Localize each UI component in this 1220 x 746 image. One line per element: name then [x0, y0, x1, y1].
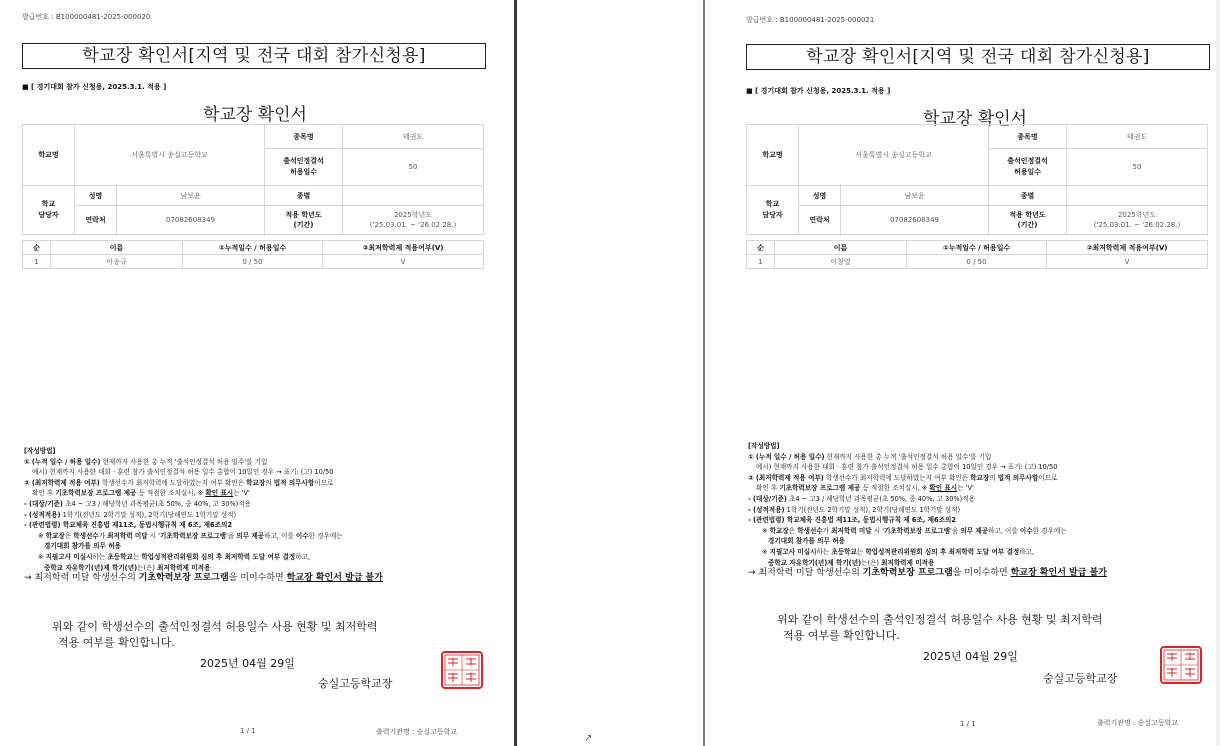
application-note: ■ [ 경기대회 참가 신청용, 2025.3.1. 적용 ] — [746, 87, 891, 95]
resize-corner-icon[interactable]: ↗ — [584, 733, 593, 744]
allowed-days-value: 50 — [343, 149, 484, 186]
instruction-2-particle: 의 — [265, 478, 274, 487]
related-law: - (관련법령) 학교체육 진흥법 제11조, 동법시행규칙 제 6조, 제6조의2 — [24, 521, 232, 530]
col-header-name: 이름 — [51, 241, 183, 255]
col-header-min-academic: ②최저학력제 적용여부(V) — [323, 241, 484, 255]
staff-header: 학교 담당자 — [23, 186, 75, 235]
col-header-name: 이름 — [775, 241, 907, 255]
issue-number: 발급번호 : B100000481-2025-000021 — [746, 16, 875, 24]
instruction-2-duty: 법적 의무사항 — [997, 473, 1039, 482]
writing-instructions — [24, 446, 504, 584]
criteria-text: 초4 ~ 고3 / 해당학년 과목평균(초 50%, 중 40%, 고 30%)적용 — [786, 494, 975, 503]
instruction-1-text: 현재까지 사용한 총 누적 '출석인정결석 허용 일수'를 기입 — [824, 452, 992, 461]
viewer-gutter — [517, 0, 703, 746]
warning-program: 기초학력보장 프로그램 — [138, 573, 229, 584]
instruction-1-label: ① (누적 일수 / 허용 일수) — [24, 457, 101, 466]
grade-label: - (성적적용) — [748, 505, 785, 514]
grade-label: - (성적적용) — [24, 510, 61, 519]
staff-name-header: 성명 — [799, 186, 841, 206]
school-name-value: 서울특별시 송실고등학교 — [799, 125, 989, 186]
instruction-2b-mark: 확인 표시 — [205, 489, 234, 498]
student-name: 이창열 — [775, 255, 907, 269]
note-1-p1: 은 — [788, 526, 798, 535]
warning-p2: 을 미이수하면 — [952, 568, 1011, 579]
page-number: 1 / 1 — [240, 727, 256, 735]
note-1-p2: 가 — [98, 531, 108, 540]
warning-program: 기초학력보장 프로그램 — [862, 568, 953, 579]
instruction-2-text: 학생선수가 최저학력에 도달하였는지 여부 확인은 — [823, 473, 971, 482]
grade-text: 1학기(전년도 2학기말 성적), 2학기(당해연도 1학기말 성적) — [60, 510, 237, 519]
warning-p2: 을 미이수하면 — [228, 573, 287, 584]
staff-name-value: 남보윤 — [841, 186, 989, 206]
instruction-1-example: 예시) 현재까지 사용한 대회 · 훈련 참가 출석인정결석 허용 일수 총합이 10일인 경우 → 표기: (고) 10/50 — [32, 468, 334, 477]
student-table-header — [747, 241, 1208, 255]
warning-p1: → 최저학력 미달 학생선수의 — [24, 573, 139, 584]
student-days: 0 / 50 — [183, 255, 323, 269]
criteria-label: - (대상/기준) — [24, 499, 63, 508]
note-2-p3: 하고, — [295, 552, 311, 561]
instruction-2b-mark: 확인 표시 — [929, 484, 958, 493]
allowed-days-value: 50 — [1067, 149, 1208, 186]
note-1-p4: '을 — [226, 531, 237, 540]
note-2-p1: 하는 — [92, 552, 108, 561]
category-header: 종별 — [265, 186, 343, 206]
contact-value: 07082608349 — [117, 206, 265, 235]
note-1-p3: 시 ' — [871, 526, 885, 535]
category-value — [1067, 186, 1208, 206]
note-2-p4: 는(은) — [861, 558, 882, 567]
event-header: 종목명 — [265, 125, 343, 149]
confirmation-text — [777, 612, 1103, 644]
note-1-below: 최저학력 미달 — [107, 531, 148, 540]
output-organization: 출력기관명 : 숭실고등학교 — [376, 728, 458, 736]
issue-number: 발급번호 : B100000481-2025-000020 — [22, 13, 151, 21]
instruction-2-principal: 학교장 — [970, 473, 990, 482]
table-row — [747, 255, 1208, 269]
event-header: 종목명 — [989, 125, 1067, 149]
student-min-academic: V — [1047, 255, 1208, 269]
instruction-2-principal: 학교장 — [246, 478, 266, 487]
school-year-header: 적용 학년도 (기간) — [265, 206, 343, 235]
note-2-notapply: 최저학력제 미적용 — [881, 558, 935, 567]
note-1-p1: 은 — [64, 531, 74, 540]
student-table — [746, 240, 1208, 269]
document-title: 학교장 확인서[지역 및 전국 대회 참가신청용] — [22, 43, 486, 69]
note-1-principal: 학교장 — [769, 526, 789, 535]
note-1-principal: 학교장 — [45, 531, 65, 540]
grade-text: 1학기(전년도 2학기말 성적), 2학기(당해연도 1학기말 성적) — [784, 505, 961, 514]
col-header-no: 순 — [747, 241, 775, 255]
event-value: 태권도 — [1067, 125, 1208, 149]
instruction-2b-program: 기초학력보장 프로그램 제공 — [779, 484, 861, 493]
note-1-p3: 시 ' — [147, 531, 161, 540]
event-value: 태권도 — [343, 125, 484, 149]
school-name-header: 학교명 — [747, 125, 799, 186]
note-1-program: 기초학력보장 프로그램 — [884, 526, 951, 535]
note-1-p6: 한 경우에는 — [1032, 526, 1067, 535]
student-table-header — [23, 241, 484, 255]
note-1-below: 최저학력 미달 — [831, 526, 872, 535]
note-2-middle: 중학교 자유학기(년)제 학기(년) — [768, 558, 862, 567]
note-1-program: 기초학력보장 프로그램 — [160, 531, 227, 540]
note-1-allow: 경기대회 참가를 의무 허용 — [768, 537, 845, 546]
note-2-committee: 학업성적관리위원회 심의 후 최저학력 도달 여부 결정 — [141, 552, 296, 561]
student-no: 1 — [23, 255, 51, 269]
instruction-1-example: 예시) 현재까지 사용한 대회 · 훈련 참가 출석인정결석 허용 일수 총합이 10일인 경우 → 표기: (고) 10/50 — [756, 463, 1058, 472]
instruction-2b-text: 확인 후 — [32, 489, 56, 498]
application-note: ■ [ 경기대회 참가 신청용, 2025.3.1. 적용 ] — [22, 83, 167, 91]
instruction-1-label: ① (누적 일수 / 허용 일수) — [748, 452, 825, 461]
note-1-student: 학생선수 — [73, 531, 99, 540]
document-page-right — [705, 0, 1220, 746]
related-law: - (관련법령) 학교체육 진흥법 제11조, 동법시행규칙 제 6조, 제6조의2 — [748, 516, 956, 525]
confirmation-line-2: 적용 여부를 확인합니다. — [58, 636, 175, 649]
instruction-2b-text: 확인 후 — [756, 484, 780, 493]
warning-p1: → 최저학력 미달 학생선수의 — [748, 568, 863, 579]
warning-no-issue: 학교장 확인서 발급 불가 — [286, 573, 383, 584]
note-1-student: 학생선수 — [797, 526, 823, 535]
col-header-no: 순 — [23, 241, 51, 255]
student-min-academic: V — [323, 255, 484, 269]
col-header-min-academic: ②최저학력제 적용여부(V) — [1047, 241, 1208, 255]
instruction-2-label: ② (최저학력제 적용 여부) — [748, 473, 824, 482]
note-2-noexam: 지필고사 미실시 — [769, 547, 817, 556]
student-no: 1 — [747, 255, 775, 269]
instruction-1-text: 현재까지 사용한 총 누적 '출석인정결석 허용 일수'를 기입 — [100, 457, 268, 466]
note-1-duty: 의무 제공 — [960, 526, 989, 535]
document-title: 학교장 확인서[지역 및 전국 대회 참가신청용] — [746, 44, 1210, 70]
school-name-value: 서울특별시 송실고등학교 — [75, 125, 265, 186]
note-1-p5: 하고, 이를 — [264, 531, 296, 540]
table-row — [23, 255, 484, 269]
col-header-days: ①누적일수 / 허용일수 — [907, 241, 1047, 255]
note-2-elementary: 초등학교 — [107, 552, 133, 561]
note-2-p2: 는 — [132, 552, 142, 561]
instruction-2-label: ② (최저학력제 적용 여부) — [24, 478, 100, 487]
instruction-2-text: 학생선수가 최저학력에 도달하였는지 여부 확인은 — [99, 478, 247, 487]
page-number: 1 / 1 — [960, 720, 976, 728]
document-subtitle: 학교장 확인서 — [923, 109, 1027, 129]
category-value — [343, 186, 484, 206]
note-2-elementary: 초등학교 — [831, 547, 857, 556]
school-year-header: 적용 학년도 (기간) — [989, 206, 1067, 235]
note-2-middle: 중학교 자유학기(년)제 학기(년) — [44, 563, 138, 572]
criteria-text: 초4 ~ 고3 / 해당학년 과목평균(초 50%, 중 40%, 고 30%)적용 — [62, 499, 251, 508]
scrollbar[interactable] — [1216, 0, 1220, 746]
school-info-table — [22, 124, 484, 235]
official-seal — [440, 650, 484, 690]
note-2-p3: 하고, — [1019, 547, 1035, 556]
col-header-days: ①누적일수 / 허용일수 — [183, 241, 323, 255]
warning-no-issue: 학교장 확인서 발급 불가 — [1010, 568, 1107, 579]
writing-instructions — [748, 441, 1220, 579]
note-2-p1: 하는 — [816, 547, 832, 556]
principal-name: 숭실고등학교장 — [1043, 672, 1118, 685]
student-table — [22, 240, 484, 269]
contact-value: 07082608349 — [841, 206, 989, 235]
instruction-2b-mid: 등 적절한 조치실시, ※ — [860, 484, 930, 493]
document-page-left — [0, 0, 514, 746]
instruction-2b-program: 기초학력보장 프로그램 제공 — [55, 489, 137, 498]
note-1-p5: 하고, 이를 — [988, 526, 1020, 535]
note-1-p2: 가 — [822, 526, 832, 535]
note-1-mark: ※ — [762, 526, 770, 535]
issue-date: 2025년 04월 29일 — [200, 657, 295, 670]
confirmation-text — [52, 619, 378, 651]
note-1-duty: 의무 제공 — [236, 531, 265, 540]
school-year-value: 2025학년도 ('25.03.01. ~ '26.02.28.) — [1067, 206, 1208, 235]
note-2-p2: 는 — [856, 547, 866, 556]
instruction-2b-tail: 는 'V' — [233, 489, 250, 498]
principal-name: 숭실고등학교장 — [318, 677, 393, 690]
contact-header: 연락처 — [75, 206, 117, 235]
instruction-2-duty: 법적 의무사항 — [273, 478, 315, 487]
allowed-days-header: 출석인정결석 허용일수 — [265, 149, 343, 186]
instructions-heading: [작성방법] — [24, 447, 56, 455]
instruction-2b-tail: 는 'V' — [957, 484, 974, 493]
criteria-label: - (대상/기준) — [748, 494, 787, 503]
note-2-notapply: 최저학력제 미적용 — [157, 563, 211, 572]
note-2-committee: 학업성적관리위원회 심의 후 최저학력 도달 여부 결정 — [865, 547, 1020, 556]
staff-name-value: 남보윤 — [117, 186, 265, 206]
official-seal — [1159, 645, 1203, 685]
note-1-p6: 한 경우에는 — [308, 531, 343, 540]
note-1-p4: '을 — [950, 526, 961, 535]
confirmation-line-1: 위와 같이 학생선수의 출석인정결석 허용일수 사용 현황 및 최저학력 — [777, 613, 1103, 626]
note-1-complete: 이수 — [1019, 526, 1033, 535]
contact-header: 연락처 — [799, 206, 841, 235]
staff-header: 학교 담당자 — [747, 186, 799, 235]
category-header: 종별 — [989, 186, 1067, 206]
student-days: 0 / 50 — [907, 255, 1047, 269]
note-1-complete: 이수 — [295, 531, 309, 540]
note-2-p4: 는(은) — [137, 563, 158, 572]
allowed-days-header: 출석인정결석 허용일수 — [989, 149, 1067, 186]
staff-name-header: 성명 — [75, 186, 117, 206]
student-name: 이송규 — [51, 255, 183, 269]
school-info-table — [746, 124, 1208, 235]
instructions-heading: [작성방법] — [748, 442, 780, 450]
note-1-allow: 경기대회 참가를 의무 허용 — [44, 542, 121, 551]
school-year-value: 2025학년도 ('25.03.01. ~ '26.02.28.) — [343, 206, 484, 235]
instruction-2-particle: 의 — [989, 473, 998, 482]
output-organization: 출력기관명 : 숭실고등학교 — [1097, 719, 1179, 727]
school-name-header: 학교명 — [23, 125, 75, 186]
note-1-mark: ※ — [38, 531, 46, 540]
issue-date: 2025년 04월 29일 — [923, 650, 1018, 663]
instruction-2-tail: 이므로 — [314, 478, 334, 487]
confirmation-line-1: 위와 같이 학생선수의 출석인정결석 허용일수 사용 현황 및 최저학력 — [52, 620, 378, 633]
note-2-noexam: 지필고사 미실시 — [45, 552, 93, 561]
instruction-2-tail: 이므로 — [1038, 473, 1058, 482]
note-2-mark: ※ — [762, 547, 770, 556]
document-subtitle: 학교장 확인서 — [203, 105, 307, 125]
confirmation-line-2: 적용 여부를 확인합니다. — [783, 629, 900, 642]
note-2-mark: ※ — [38, 552, 46, 561]
instruction-2b-mid: 등 적절한 조치실시, ※ — [136, 489, 206, 498]
